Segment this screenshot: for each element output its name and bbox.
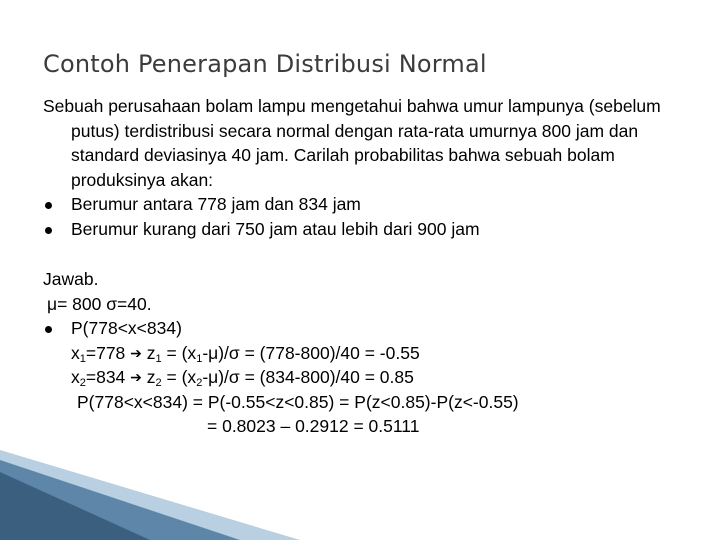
arrow-right-icon: ➔ xyxy=(130,369,142,385)
z-calc-line-2: $x_2=834$ ➔ $z_2 = (x_2-\mu)/\sigma = (834-800)/40 = 0.85$ xyxy=(71,367,414,389)
decorative-swoosh xyxy=(0,450,720,540)
answer-params: μ= 800 σ=40. xyxy=(47,293,152,314)
slide-body xyxy=(43,94,703,439)
answer-bullet: P(778<x<834) xyxy=(71,318,182,338)
result-line: = 0.8023 – 0.2912 = 0.5111 xyxy=(207,416,420,436)
bullet-dot-icon xyxy=(45,326,52,333)
bullet-text: Berumur antara 778 jam dan 834 jam xyxy=(71,194,361,214)
z-calc-line-1: $x_1=778$ ➔ $z_1 = (x_1-\mu)/\sigma = (778-800)/40 = -0.55$ xyxy=(71,342,420,365)
slide-title: Contoh Penerapan Distribusi Normal xyxy=(43,50,487,78)
bullet-text: Berumur kurang dari 750 jam atau lebih dari 900 jam xyxy=(71,218,480,239)
arrow-right-icon: ➔ xyxy=(130,344,142,361)
bullet-item xyxy=(43,217,703,242)
bullet-item xyxy=(43,316,703,341)
problem-intro: Sebuah perusahaan bolam lampu mengetahui bahwa umur lampunya (sebelum putus) terdistribusi secara normal dengan rata-rata umurnya 800 jam dan standard deviasinya 40 jam. Carilah probabilitas bahwa sebuah bolam produksinya akan: xyxy=(43,96,661,190)
probability-line: P(778<x<834) = P(-0.55<z<0.85) = P(z<0.85)-P(z<-0.55) xyxy=(77,391,519,412)
bullet-dot-icon xyxy=(45,202,52,209)
bullet-item xyxy=(43,192,703,217)
answer-heading: Jawab. xyxy=(43,269,99,289)
bullet-dot-icon xyxy=(45,227,52,234)
